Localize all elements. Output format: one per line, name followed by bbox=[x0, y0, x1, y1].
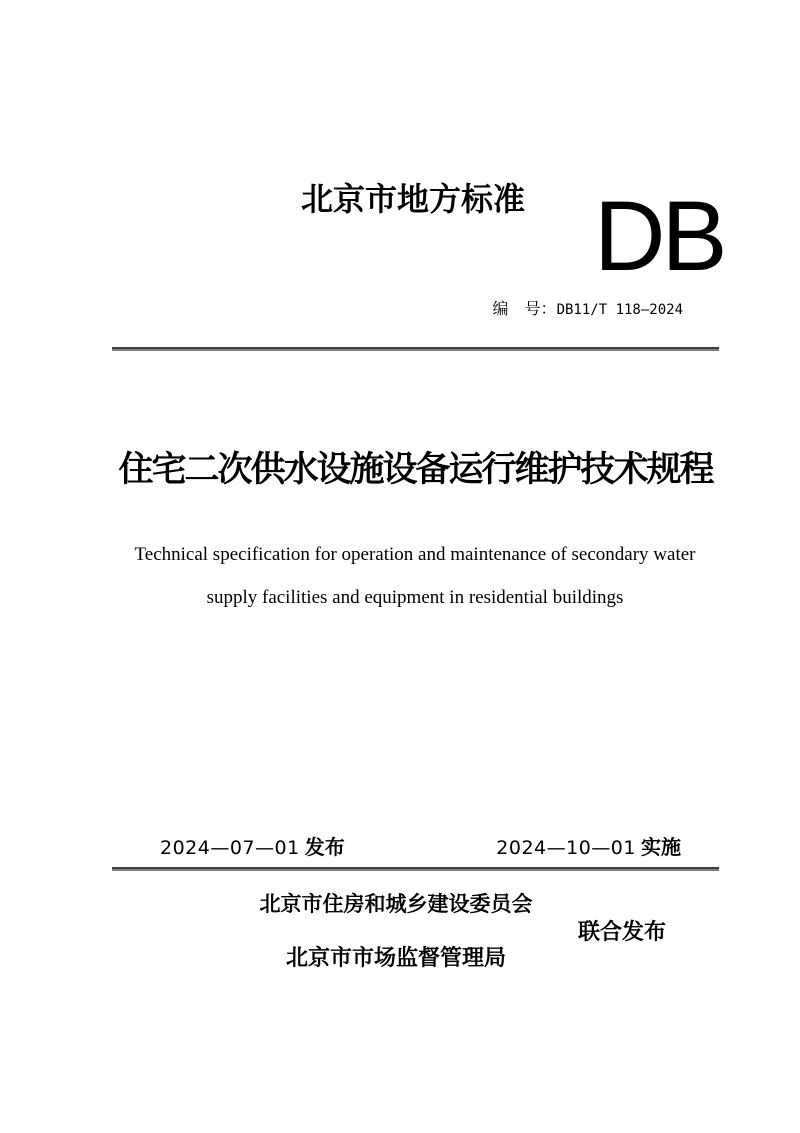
document-title-chinese: 住宅二次供水设施设备运行维护技术规程 bbox=[118, 450, 713, 489]
publisher-housing-committee: 北京市住房和城乡建设委员会 bbox=[259, 893, 533, 916]
document-title-english bbox=[115, 533, 715, 619]
dates-row bbox=[112, 837, 719, 861]
implementation-date-group bbox=[496, 837, 681, 861]
standard-code-line bbox=[493, 300, 683, 320]
top-divider-rule bbox=[112, 347, 719, 351]
implementation-date-value: 2024—10—01 bbox=[496, 837, 636, 859]
standard-code-value: DB11/T 118—2024 bbox=[556, 302, 683, 318]
standard-code-label: 编 号： bbox=[492, 301, 557, 318]
english-title-line-2: supply facilities and equipment in residential buildings bbox=[206, 587, 624, 608]
english-title-line-1: Technical specification for operation and maintenance of secondary water bbox=[134, 544, 696, 565]
db-logo-mark: DB bbox=[594, 180, 724, 291]
bottom-divider-rule bbox=[112, 867, 719, 871]
standard-type-heading: 北京市地方标准 bbox=[301, 181, 526, 217]
implementation-date-label: 实施 bbox=[641, 837, 681, 859]
publisher-market-regulation: 北京市市场监督管理局 bbox=[285, 945, 506, 970]
issue-date-value: 2024—07—01 bbox=[160, 837, 300, 859]
issue-date-label: 发布 bbox=[304, 837, 345, 859]
issue-date-group bbox=[160, 837, 345, 861]
joint-publish-label: 联合发布 bbox=[578, 919, 667, 944]
